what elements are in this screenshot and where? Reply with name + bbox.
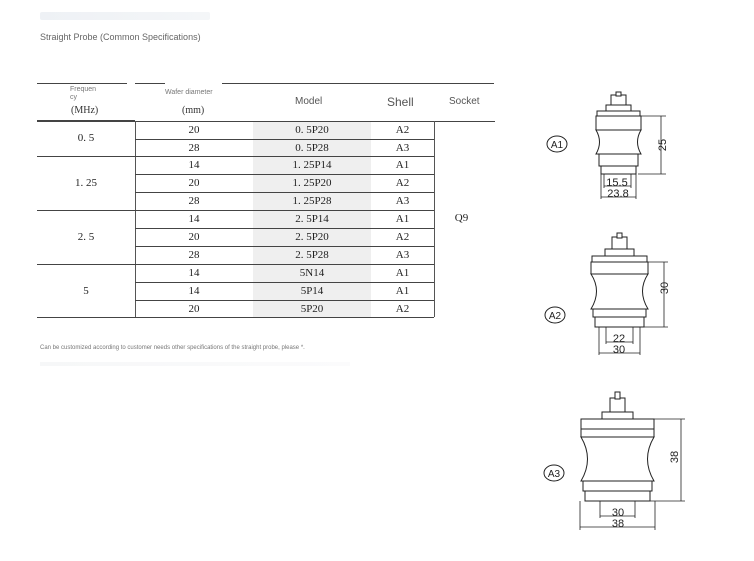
outer-width-dimension: 23.8: [607, 188, 629, 200]
diagram-label: A3: [547, 469, 561, 480]
model-cell: 2. 5P28: [295, 249, 329, 261]
model-cell: 5P14: [300, 285, 324, 297]
header-wafer: Wafer diameter: [165, 89, 213, 96]
frequency-cell: 5: [83, 285, 89, 297]
frequency-cell: 0. 5: [77, 132, 95, 144]
shell-cell: A1: [395, 267, 410, 279]
socket-cell: Q9: [454, 212, 469, 224]
model-cell: 5N14: [299, 267, 325, 279]
wafer-cell: 20: [188, 303, 200, 315]
model-cell: 1. 25P14: [292, 159, 332, 171]
probe-body: [596, 92, 641, 174]
customization-note: Can be customized according to customer needs other specifications of the straight probe, please *.: [40, 345, 305, 351]
shell-cell: A2: [395, 124, 410, 136]
diagram-label: A1: [550, 140, 564, 151]
wafer-cell: 28: [188, 249, 200, 261]
header-frequency-line2: cy: [70, 94, 77, 101]
wafer-cell: 20: [188, 231, 200, 243]
page-subtitle: Straight Probe (Common Specifications): [40, 32, 201, 42]
shell-cell: A2: [395, 303, 410, 315]
model-cell: 2. 5P20: [295, 231, 329, 243]
inner-width-dimension: 22: [612, 333, 626, 345]
faded-footer-line: [40, 362, 350, 366]
probe-diagram-a2: [540, 233, 680, 363]
header-rule: [135, 83, 165, 84]
probe-diagram-a3: [538, 392, 688, 532]
wafer-cell: 28: [188, 195, 200, 207]
wafer-cell: 14: [188, 267, 200, 279]
frequency-cell: 2. 5: [77, 231, 95, 243]
header-frequency-unit: (MHz): [71, 105, 99, 116]
outer-width-dimension: 38: [611, 518, 625, 530]
header-wafer-unit: (mm): [182, 105, 205, 116]
probe-diagram-a1: [540, 92, 680, 207]
wafer-cell: 14: [188, 285, 200, 297]
model-cell: 0. 5P20: [295, 124, 329, 136]
header-model: Model: [295, 96, 323, 107]
inner-width-dimension: 30: [611, 507, 625, 519]
wafer-cell: 14: [188, 159, 200, 171]
shell-cell: A1: [395, 213, 410, 225]
shell-cell: A1: [395, 159, 410, 171]
outer-width-dimension: 30: [612, 344, 626, 356]
model-cell: 1. 25P20: [292, 177, 332, 189]
height-dimension: 25: [657, 138, 669, 152]
model-cell: 0. 5P28: [295, 142, 329, 154]
header-frequency-line1: Frequen: [70, 86, 97, 93]
wafer-cell: 20: [188, 124, 200, 136]
wafer-cell: 28: [188, 142, 200, 154]
header-rule: [37, 83, 127, 84]
shell-cell: A2: [395, 231, 410, 243]
faded-heading: [40, 12, 210, 20]
header-socket: Socket: [449, 96, 480, 107]
probe-body: [581, 392, 654, 501]
shell-cell: A1: [395, 285, 410, 297]
shell-cell: A3: [395, 142, 410, 154]
shell-cell: A3: [395, 195, 410, 207]
model-cell: 5P20: [300, 303, 324, 315]
shell-cell: A3: [395, 249, 410, 261]
frequency-cell: 1. 25: [75, 177, 97, 189]
wafer-cell: 20: [188, 177, 200, 189]
probe-body: [591, 233, 648, 327]
shell-cell: A2: [395, 177, 410, 189]
model-cell: 1. 25P28: [292, 195, 332, 207]
diagram-label: A2: [548, 311, 562, 322]
spec-table: [37, 83, 495, 319]
inner-width-dimension: 15.5: [606, 177, 628, 189]
wafer-cell: 14: [188, 213, 200, 225]
model-cell: 2. 5P14: [295, 213, 329, 225]
header-shell: Shell: [387, 95, 414, 109]
height-dimension: 38: [669, 450, 681, 464]
height-dimension: 30: [659, 281, 671, 295]
header-rule: [222, 83, 494, 84]
